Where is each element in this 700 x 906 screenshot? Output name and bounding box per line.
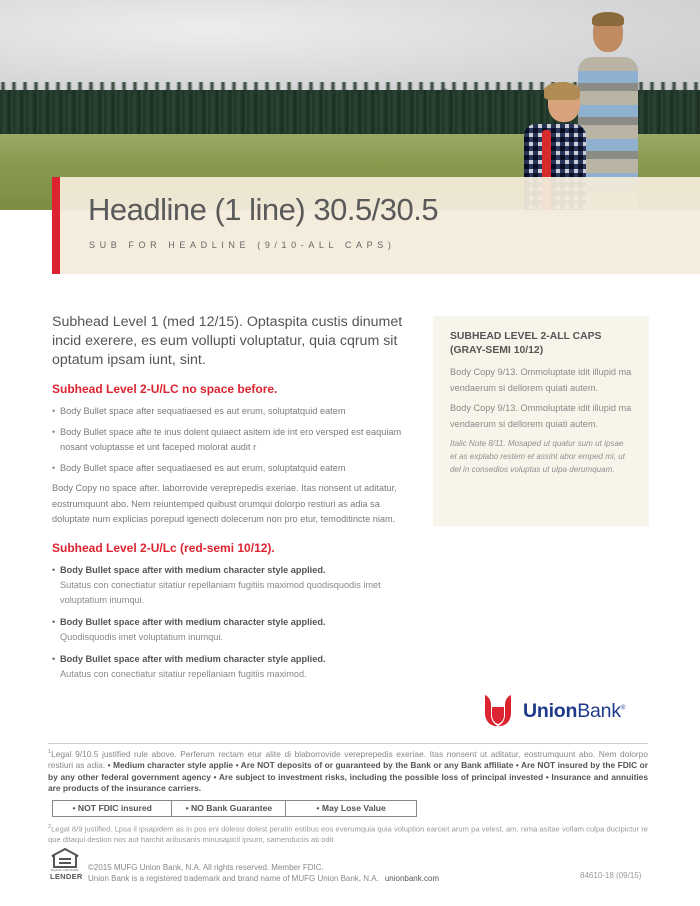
- bullet-text: Autatus con conectiatur sitatiur repellaniam fugitiis maximod.: [60, 668, 307, 679]
- footer-text: [88, 862, 439, 884]
- bullet-strong: • Body Bullet space after with medium character style applied.: [60, 653, 326, 664]
- subheadline: SUB FOR HEADLINE (9/10-ALL CAPS): [89, 240, 396, 250]
- bullet-item: • Body Bullet space afte te inus dolent quiaect asitem ide int ero versped est eaquiam nosant voluptasse et unt faceped molorat audit r: [52, 425, 412, 456]
- disclosure-may-lose-value: • May Lose Value: [316, 803, 386, 813]
- sidebar-body: Body Copy 9/13. Ommoluptate idit illupid ma vendaerum si dellorem quiati autem.: [450, 403, 632, 429]
- headline: Headline (1 line) 30.5/30.5: [88, 192, 439, 227]
- job-code: 84610-18 (09/15): [580, 871, 642, 880]
- logo-bank: Bank: [577, 699, 621, 722]
- union-bank-mark-icon: [483, 693, 513, 729]
- equal-housing-lender-logo: [50, 848, 83, 882]
- bullet-item: [52, 563, 412, 608]
- legal-note-2-text: Legal 8/9 justified. Lpsa il ipsapidem as in pos eni dolessi dolest peratin estibus eos everumquia quia voluption earciet arum pa velest, am, nima asitae vollam culpa ducipictur re que ditaqui destion nos aut harchit aribusanis minusapicil ipsum, samenduciis ati odit: [48, 824, 648, 844]
- investment-disclosure-box: [52, 800, 417, 817]
- sidebar-body: Body Copy 9/13. Ommoluptate idit illupid ma vendaerum si dellorem quiati autem.: [450, 367, 632, 393]
- trademark-line: [88, 873, 439, 884]
- body-copy: Body Copy no space after. laborrovide vereprepedis exeriae. Itas nonsent ut aditatur, eostrumquunt abo. Nem reiuntemped quibust orumqui dolorpo restiuri as adia sa doluptate num explicias porepud igenecti dolecerum non pro etur, temoditincte niam.: [52, 483, 397, 524]
- website-link[interactable]: unionbank.com: [384, 874, 440, 883]
- section1-title: Subhead Level 2-U/LC no space before.: [52, 382, 278, 396]
- bullet-strong: • Body Bullet space after with medium character style applied.: [60, 564, 326, 575]
- bullet-text: Sutatus con conectiatur sitatiur repellaniam fugitiis maximod quodisquodis imet voluptatium inumqui.: [60, 579, 381, 605]
- disclosure-not-fdic: • NOT FDIC insured: [53, 801, 172, 816]
- bullet-item: [52, 615, 412, 645]
- logo-union: Union: [523, 699, 578, 722]
- main-column: [52, 313, 412, 689]
- accent-bar: [52, 177, 60, 274]
- ehl-lender-label: LENDER: [50, 872, 83, 881]
- footnote-marker: 2: [48, 824, 52, 830]
- disclosure-no-guarantee: • NO Bank Guarantee: [172, 801, 286, 816]
- union-bank-logo: [483, 691, 625, 731]
- subhead-level-1: Subhead Level 1 (med 12/15). Optaspita custis dinumet incid exerere, es eum vollupti voluptatur, quia cqrum sit optatum ipsam iunt, sint.: [52, 314, 403, 368]
- bullet-item: • Body Bullet space after sequatiaesed es aut erum, soluptatquid eatem: [52, 461, 412, 477]
- bullet-item: [52, 652, 412, 682]
- footnote-marker: 1: [48, 749, 52, 755]
- sidebar-title: SUBHEAD LEVEL 2-ALL CAPS (GRAY-SEMI 10/12): [450, 331, 602, 356]
- copyright: ©2015 MUFG Union Bank, N.A. All rights reserved. Member FDIC.: [88, 863, 324, 872]
- logo-wordmark: [523, 700, 625, 723]
- man-hair: [592, 12, 624, 26]
- section1-bullets: [52, 404, 412, 476]
- logo-registered: ®: [620, 705, 626, 711]
- legal-note-1: [48, 747, 648, 794]
- section2-title: Subhead Level 2-U/Lc (red-semi 10/12).: [52, 540, 275, 555]
- trademark: Union Bank is a registered trademark and brand name of MUFG Union Bank, N.A.: [88, 874, 379, 883]
- legal-rule: [48, 743, 648, 744]
- legal-note-1-strong: • Medium character style applie • Are NOT deposits of or guaranteed by the Bank or any Bank affiliate • Are NOT insured by the FDIC or by any other federal government agency • Are subject to investment risks, including the possible loss of principal invested • Insurance and annuities are products of the insurance carriers.: [48, 760, 648, 794]
- house-icon: [50, 848, 80, 868]
- boy-hair: [544, 82, 580, 100]
- legal-note-1-text: Legal 9/10.5 justified rule above. Perferum rectam etur alite di blaborrovide vereprepedis exeriae. Itas nonsent ut aditatur, eostrumquunt abo. Nem dolorpo restiuri as adia:: [48, 748, 648, 771]
- bullet-item: • Body Bullet space after sequatiaesed es aut erum, soluptatquid eatem: [52, 404, 412, 420]
- sidebar-italic-note: Italic Note 8/11. Mosaped ut quatur sum ut ipsae et as explabo restem et assint abor emped mi, ut del in consedios voluptas ut ulpa derumquam.: [450, 439, 626, 474]
- bullet-strong: • Body Bullet space after with medium character style applied.: [60, 616, 326, 627]
- section2-bullets: [52, 563, 412, 682]
- bullet-text: Quodisquodis imet voluptatium inumqui.: [60, 631, 223, 642]
- ehl-small-label: EQUAL HOUSING: [51, 868, 79, 872]
- sidebar-box: [433, 316, 649, 526]
- legal-note-2: [48, 822, 648, 845]
- headline-box: [52, 177, 700, 274]
